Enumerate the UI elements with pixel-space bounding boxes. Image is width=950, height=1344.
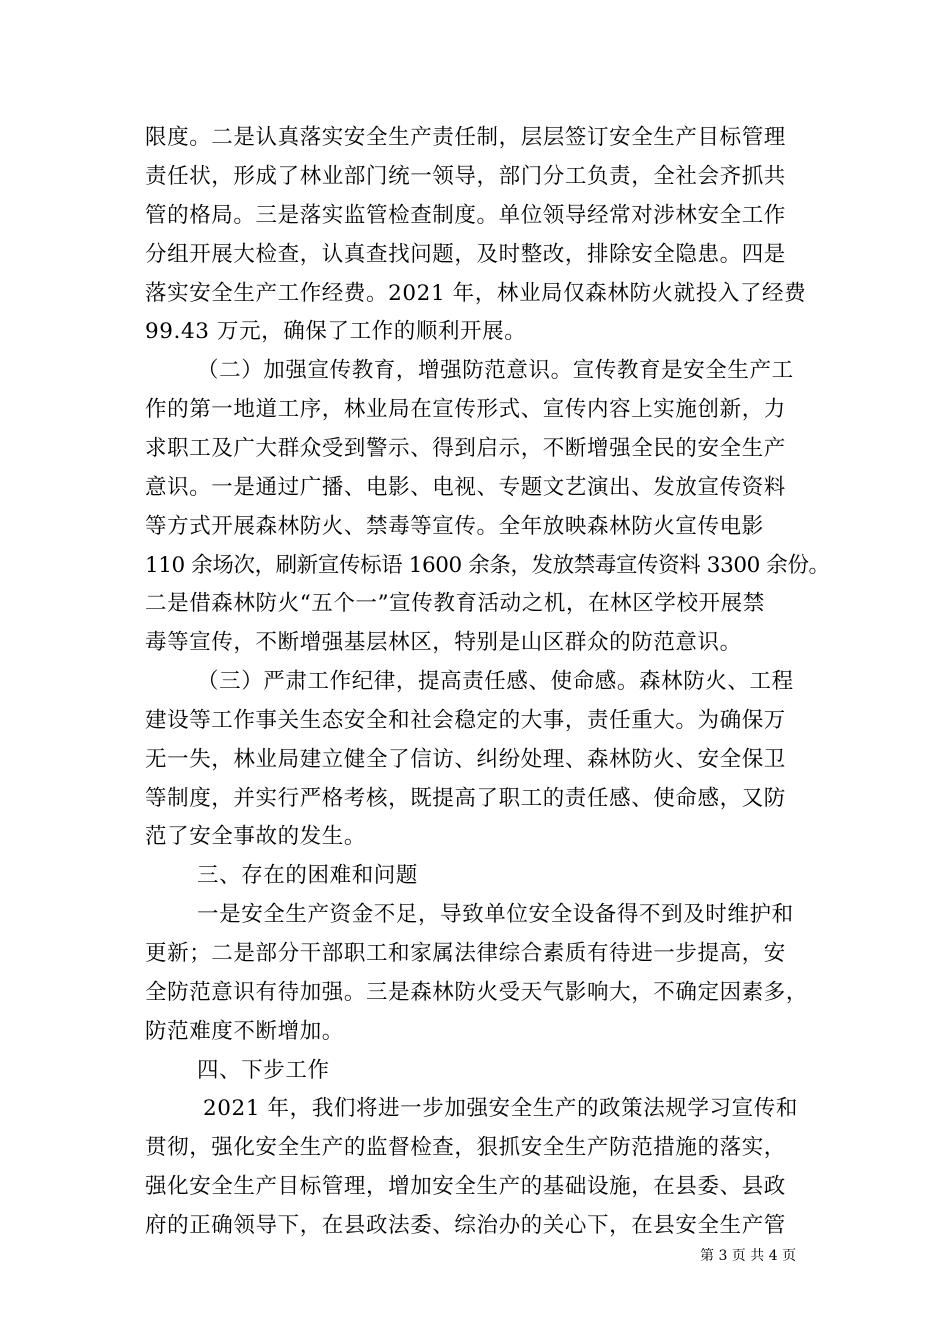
- text-line: 建设等工作事关生态安全和社会稳定的大事，责任重大。为确保万: [145, 708, 786, 733]
- text-line: 更新；二是部分干部职工和家属法律综合素质有待进一步提高，安: [145, 941, 786, 966]
- text-line: 求职工及广大群众受到警示、得到启示，不断增强全民的安全生产: [145, 436, 786, 461]
- text-line: 府的正确领导下，在县政法委、综治办的关心下，在县安全生产管: [145, 1213, 786, 1238]
- text-line: 防范难度不断增加。: [145, 1019, 344, 1044]
- text-line: 范了安全事故的发生。: [145, 824, 367, 849]
- text-line: 限度。二是认真落实安全生产责任制，层层签订安全生产目标管理: [145, 125, 786, 150]
- text-line: 全防范意识有待加强。三是森林防火受天气影响大，不确定因素多，: [145, 980, 809, 1005]
- text-line: 无一失，林业局建立健全了信访、纠纷处理、森林防火、安全保卫: [145, 747, 786, 772]
- text-line: 110 余场次，刷新宣传标语 1600 余条，发放禁毒宣传资料 3300 余份。: [145, 553, 830, 578]
- text-line: 毒等宣传，不断增强基层林区，特别是山区群众的防范意识。: [145, 630, 742, 655]
- text-line: 二是借森林防火“五个一”宣传教育活动之机，在林区学校开展禁: [145, 591, 765, 616]
- text-line: 99.43 万元，确保了工作的顺利开展。: [145, 319, 527, 344]
- text-line: 意识。一是通过广播、电影、电视、专题文艺演出、发放宣传资料: [145, 475, 786, 500]
- text-line: 等方式开展森林防火、禁毒等宣传。全年放映森林防火宣传电影: [145, 514, 764, 539]
- text-line: 贯彻，强化安全生产的监督检查，狠抓安全生产防范措施的落实，: [145, 1135, 786, 1160]
- text-line: 落实安全生产工作经费。2021 年，林业局仅森林防火就投入了经费: [145, 281, 807, 306]
- text-line: 责任状，形成了林业部门统一领导，部门分工负责，全社会齐抓共: [145, 164, 786, 189]
- text-line: 作的第一地道工序，林业局在宣传形式、宣传内容上实施创新，力: [145, 397, 786, 422]
- text-line: （三）严肃工作纪律，提高责任感、使命感。森林防火、工程: [197, 669, 794, 694]
- text-line: 等制度，并实行严格考核，既提高了职工的责任感、使命感，又防: [145, 786, 786, 811]
- page-number: 第 3 页 共 4 页: [700, 1248, 797, 1264]
- text-line: 强化安全生产目标管理，增加安全生产的基础设施，在县委、县政: [145, 1174, 786, 1199]
- section-heading: 四、下步工作: [197, 1058, 330, 1083]
- section-heading: 三、存在的困难和问题: [197, 863, 419, 888]
- text-line: 管的格局。三是落实监管检查制度。单位领导经常对涉林安全工作: [145, 203, 786, 228]
- text-line: （二）加强宣传教育，增强防范意识。宣传教育是安全生产工: [197, 358, 794, 383]
- text-line: 2021 年，我们将进一步加强安全生产的政策法规学习宣传和: [203, 1096, 798, 1121]
- text-line: 一是安全生产资金不足，导致单位安全设备得不到及时维护和: [197, 902, 794, 927]
- text-line: 分组开展大检查，认真查找问题，及时整改，排除安全隐患。四是: [145, 242, 786, 267]
